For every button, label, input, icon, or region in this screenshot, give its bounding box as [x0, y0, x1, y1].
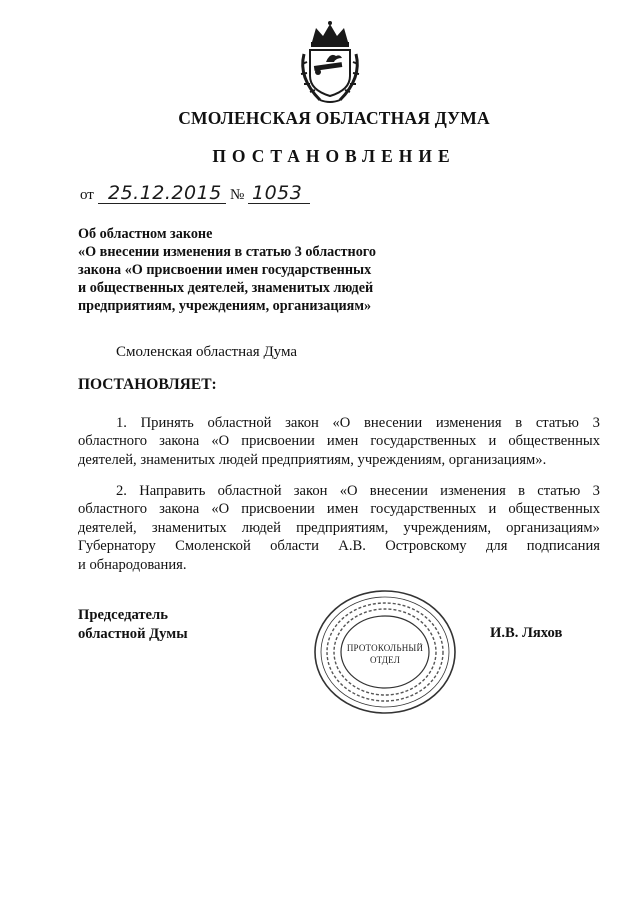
- paragraph-line: [78, 500, 600, 518]
- date-label: от: [80, 187, 94, 203]
- word: закон: [285, 415, 319, 431]
- word: «О: [332, 415, 351, 431]
- word: государственных: [370, 501, 477, 518]
- word: областного: [78, 433, 147, 450]
- subject-line: и общественных деятелей, знаменитых людей: [78, 280, 374, 296]
- signatory-role: [78, 606, 188, 644]
- resolves-heading: ПОСТАНОВЛЯЕТ:: [78, 376, 217, 393]
- word: 2.: [116, 483, 127, 499]
- enacting-body: Смоленская областная Дума: [116, 344, 298, 360]
- paragraph-line: деятелей, знаменитых людей предприятиям, учреждениям, организациям».: [78, 451, 547, 468]
- word: 1.: [116, 415, 127, 431]
- word: области: [270, 538, 319, 555]
- word: «О: [211, 501, 230, 518]
- paragraph-line: [78, 537, 600, 555]
- word: общественных: [508, 501, 600, 518]
- word: Принять: [140, 415, 194, 431]
- paragraph-2: [78, 482, 600, 574]
- subject-line: закона «О присвоении имен государственных: [78, 262, 372, 278]
- document-subject: [78, 225, 418, 315]
- paragraph-line: и обнародования.: [78, 556, 187, 573]
- word: областного: [78, 501, 147, 518]
- word: в: [515, 415, 523, 431]
- seal-center-line: ОТДЕЛ: [369, 655, 401, 665]
- word: изменения: [435, 415, 502, 431]
- document-type: ПОСТАНОВЛЕНИЕ: [212, 146, 456, 166]
- word: областной: [207, 415, 272, 431]
- date-value: 25.12.2015: [108, 182, 222, 204]
- word: государственных: [370, 433, 477, 450]
- paragraph-line: [78, 482, 600, 500]
- word: А.В.: [338, 538, 366, 555]
- signatory-role-line: областной Думы: [78, 626, 188, 642]
- word: организациям»: [506, 519, 600, 536]
- word: в: [518, 483, 526, 499]
- signatory-name: И.В. Ляхов: [490, 625, 563, 641]
- word: Губернатору: [78, 538, 156, 555]
- word: 3: [592, 415, 600, 431]
- word: для: [485, 538, 508, 555]
- word: имен: [326, 501, 359, 518]
- word: присвоении: [241, 501, 315, 518]
- seal-center-line: ПРОТОКОЛЬНЫЙ: [346, 643, 424, 653]
- word: подписания: [526, 538, 600, 555]
- paragraph-line: [78, 432, 600, 450]
- word: статью: [537, 483, 581, 499]
- number-label: №: [230, 187, 245, 203]
- word: 3: [592, 483, 600, 499]
- coat-of-arms-icon: [290, 20, 370, 104]
- date-number-line: [80, 178, 340, 208]
- word: Смоленской: [175, 538, 251, 555]
- subject-line: предприятиям, учреждениям, организациям»: [78, 298, 372, 314]
- word: предприятиям,: [296, 519, 389, 536]
- paragraph-1: [78, 414, 600, 469]
- word: закон: [293, 483, 328, 499]
- word: и: [488, 433, 497, 450]
- subject-line: «О внесении изменения в статью 3 областного: [78, 244, 376, 260]
- number-value: 1053: [252, 182, 303, 204]
- word: присвоении: [241, 433, 315, 450]
- paragraph-line: [78, 519, 600, 537]
- word: статью: [535, 415, 579, 431]
- word: «О: [211, 433, 230, 450]
- word: изменения: [440, 483, 506, 499]
- word: общественных: [508, 433, 600, 450]
- word: «О: [339, 483, 358, 499]
- word: внесении: [364, 415, 423, 431]
- seal-center-text: [322, 642, 448, 666]
- word: деятелей,: [78, 519, 137, 536]
- organization-name: СМОЛЕНСКАЯ ОБЛАСТНАЯ ДУМА: [178, 108, 490, 128]
- word: учреждениям,: [403, 519, 492, 536]
- signatory-role-line: Председатель: [78, 607, 168, 623]
- word: имен: [326, 433, 359, 450]
- paragraph-line: [78, 414, 600, 432]
- word: Направить: [139, 483, 206, 499]
- word: закона: [159, 501, 200, 518]
- word: знаменитых: [151, 519, 227, 536]
- word: Островскому: [385, 538, 467, 555]
- word: закона: [159, 433, 200, 450]
- word: и: [488, 501, 497, 518]
- word: областной: [217, 483, 282, 499]
- subject-line: Об областном законе: [78, 226, 213, 242]
- word: внесении: [369, 483, 428, 499]
- word: людей: [241, 519, 281, 536]
